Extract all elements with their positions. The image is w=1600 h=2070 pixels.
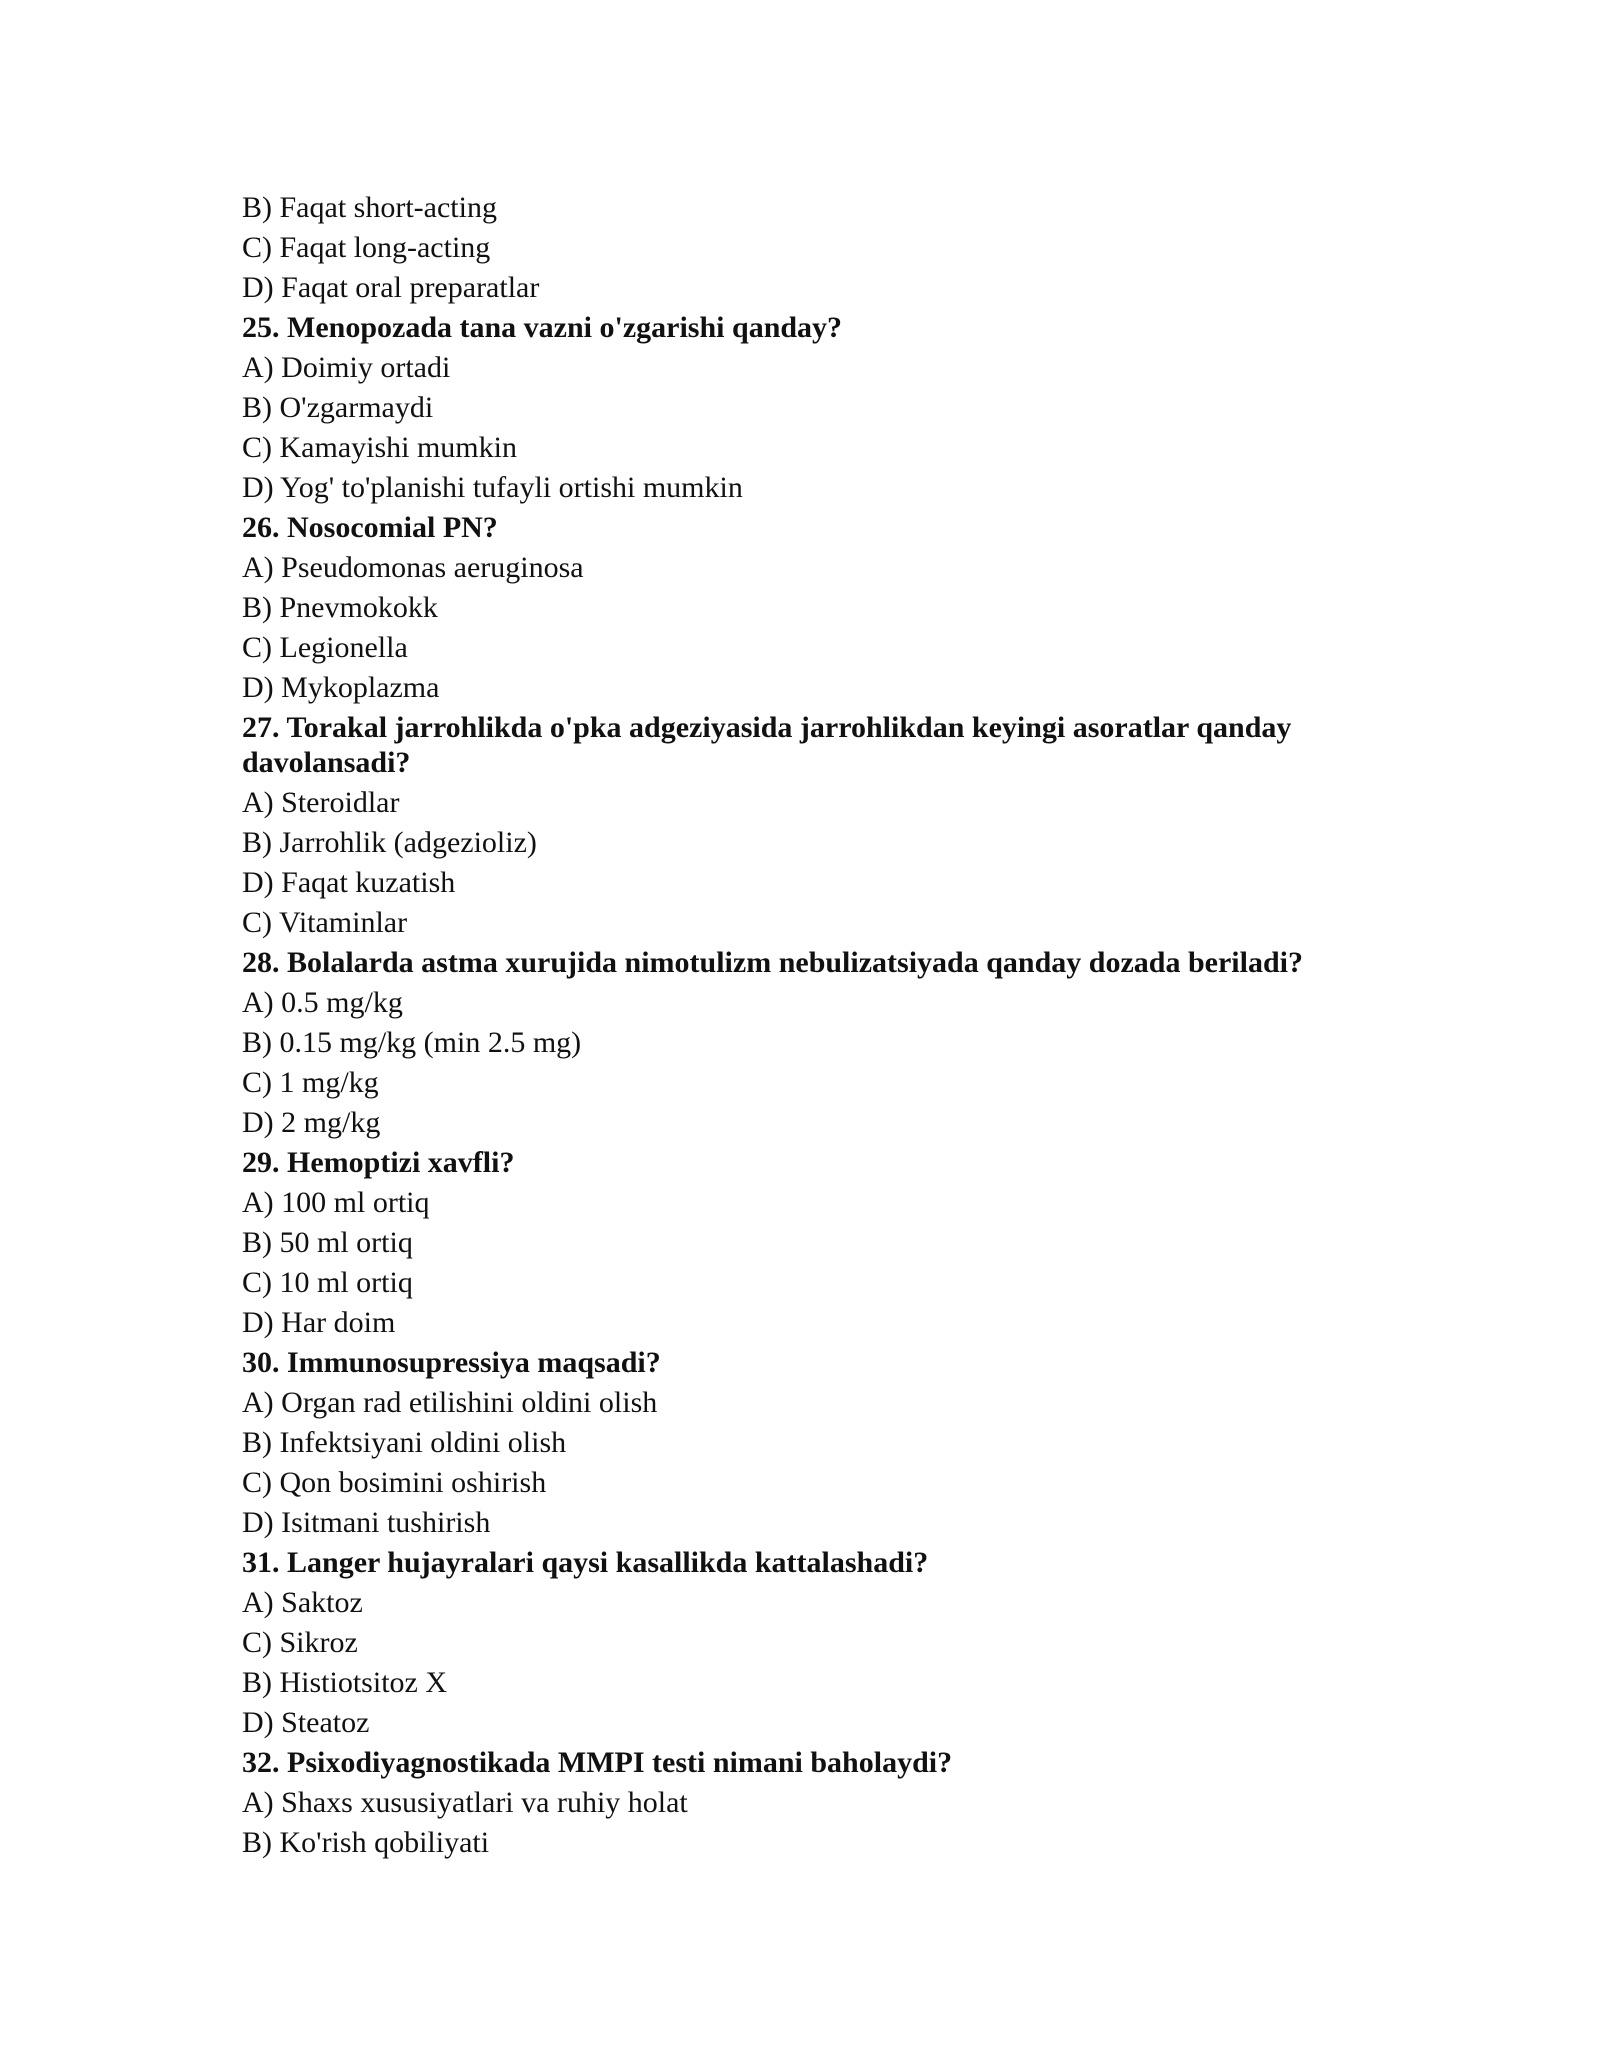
answer-option: B) Histiotsitoz X xyxy=(242,1666,448,1699)
quiz-content xyxy=(242,188,1372,1863)
question-heading: 28. Bolalarda astma xurujida nimotulizm nebulizatsiyada qanday dozada beriladi? xyxy=(242,946,1303,979)
question-heading: 32. Psixodiyagnostikada MMPI testi nimani baholaydi? xyxy=(242,1746,953,1779)
answer-option: C) Sikroz xyxy=(242,1626,358,1659)
answer-option: D) 2 mg/kg xyxy=(242,1106,381,1139)
answer-option: C) Qon bosimini oshirish xyxy=(242,1466,547,1499)
answer-option: B) Infektsiyani oldini olish xyxy=(242,1426,567,1459)
answer-option: C) Faqat long-acting xyxy=(242,231,491,264)
answer-option: A) Shaxs xususiyatlari va ruhiy holat xyxy=(242,1786,688,1819)
answer-option: A) Pseudomonas aeruginosa xyxy=(242,551,584,584)
answer-option: D) Har doim xyxy=(242,1306,396,1339)
answer-option: D) Steatoz xyxy=(242,1706,370,1739)
answer-option: A) Steroidlar xyxy=(242,786,400,819)
answer-option: B) 0.15 mg/kg (min 2.5 mg) xyxy=(242,1026,582,1059)
answer-option: D) Isitmani tushirish xyxy=(242,1506,491,1539)
question-heading: 26. Nosocomial PN? xyxy=(242,511,498,544)
answer-option: A) Organ rad etilishini oldini olish xyxy=(242,1386,658,1419)
answer-option: B) Pnevmokokk xyxy=(242,591,438,624)
answer-option: A) Saktoz xyxy=(242,1586,363,1619)
answer-option: B) Jarrohlik (adgezioliz) xyxy=(242,826,537,859)
answer-option: B) 50 ml ortiq xyxy=(242,1226,413,1259)
question-heading: 30. Immunosupressiya maqsadi? xyxy=(242,1346,661,1379)
question-heading: 29. Hemoptizi xavfli? xyxy=(242,1146,515,1179)
answer-option: D) Mykoplazma xyxy=(242,671,440,704)
question-heading: 25. Menopozada tana vazni o'zgarishi qanday? xyxy=(242,311,843,344)
answer-option: A) Doimiy ortadi xyxy=(242,351,451,384)
answer-option: D) Yog' to'planishi tufayli ortishi mumkin xyxy=(242,471,743,504)
answer-option: B) Ko'rish qobiliyati xyxy=(242,1826,490,1859)
answer-option: C) Kamayishi mumkin xyxy=(242,431,517,464)
answer-option: D) Faqat oral preparatlar xyxy=(242,271,540,304)
answer-option: C) Vitaminlar xyxy=(242,906,408,939)
answer-option: B) O'zgarmaydi xyxy=(242,391,434,424)
answer-option: C) 10 ml ortiq xyxy=(242,1266,413,1299)
answer-option: D) Faqat kuzatish xyxy=(242,866,456,899)
answer-option: A) 100 ml ortiq xyxy=(242,1186,430,1219)
answer-option: C) 1 mg/kg xyxy=(242,1066,379,1099)
answer-option: B) Faqat short-acting xyxy=(242,191,497,224)
answer-option: C) Legionella xyxy=(242,631,408,664)
question-heading: 27. Torakal jarrohlikda o'pka adgeziyasida jarrohlikdan keyingi asoratlar qanday davolansadi? xyxy=(242,711,1292,779)
answer-option: A) 0.5 mg/kg xyxy=(242,986,403,1019)
question-heading: 31. Langer hujayralari qaysi kasallikda kattalashadi? xyxy=(242,1546,929,1579)
